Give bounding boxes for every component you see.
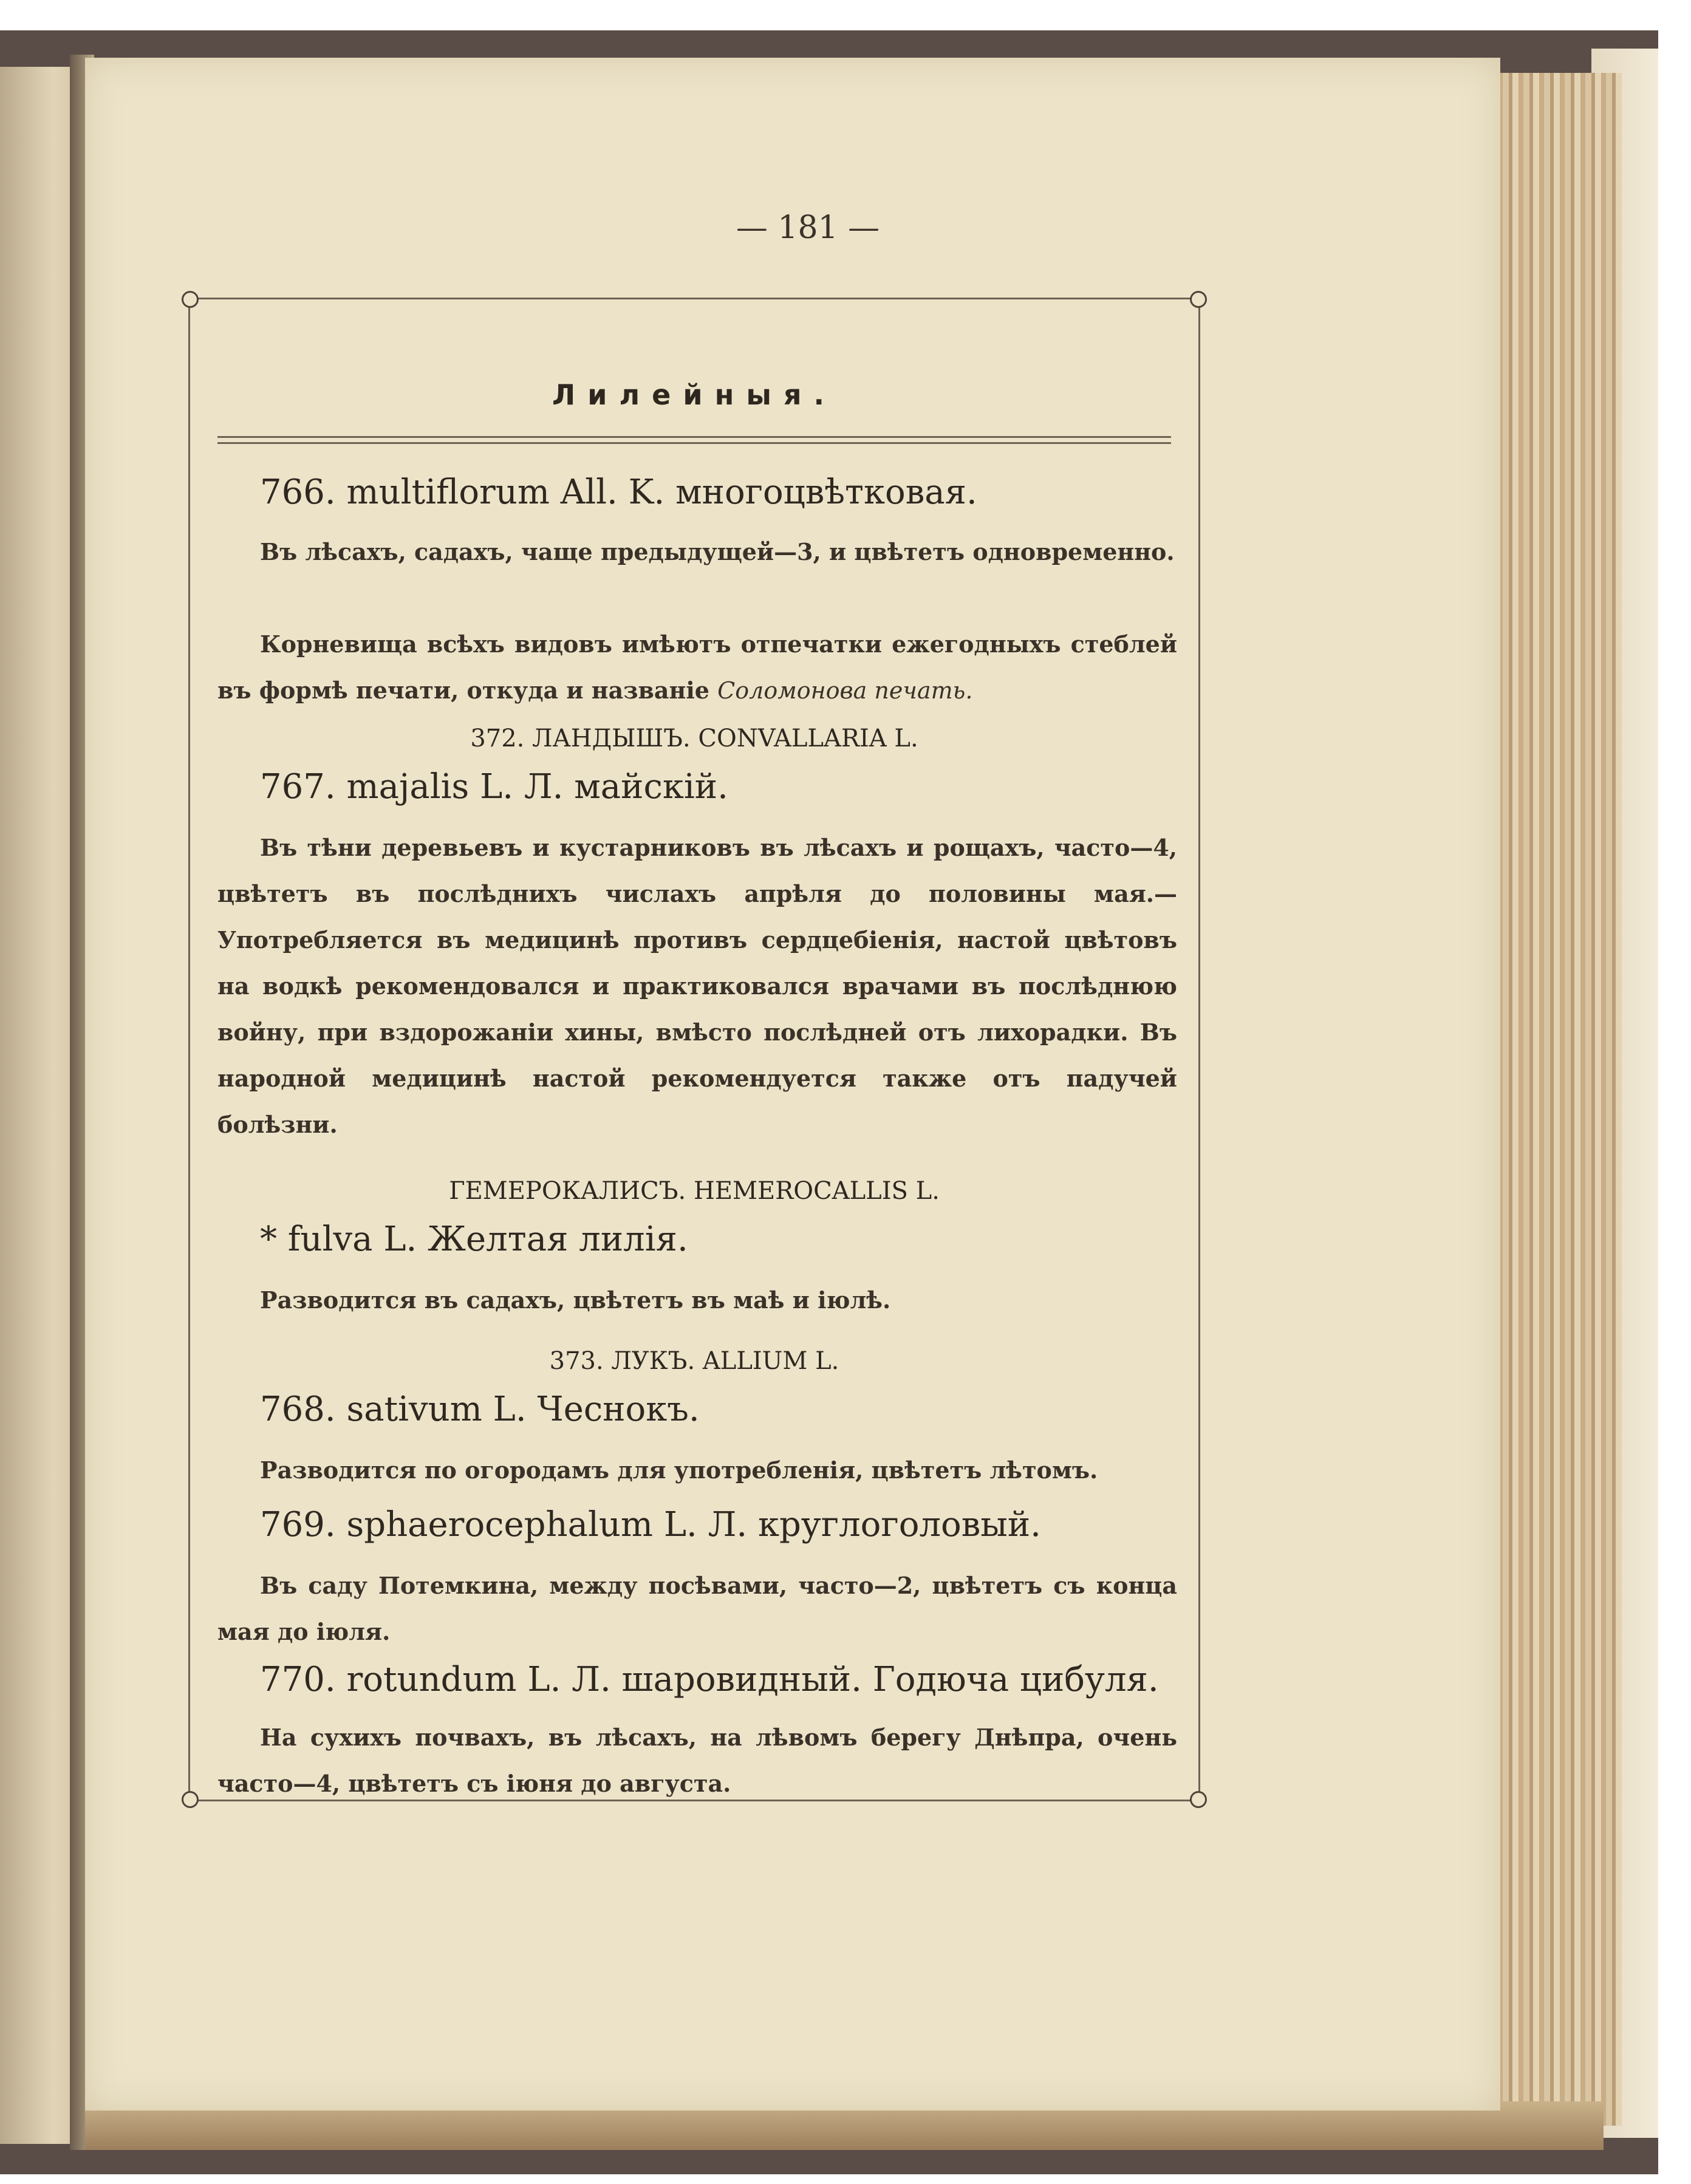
entry-fulva: * fulva L. Желтая лилія.: [260, 1220, 688, 1259]
entry-769: 769. sphaerocephalum L. Л. круглоголовый.: [260, 1505, 1041, 1544]
corner-ornament: [182, 1791, 199, 1808]
divider-rule: [217, 436, 1171, 438]
page-number: — 181 —: [736, 210, 880, 246]
facing-page-edge: [0, 67, 76, 2144]
corner-ornament: [182, 291, 199, 308]
genus-373-heading: 373. ЛУКЪ. ALLIUM L.: [549, 1347, 839, 1375]
corner-ornament: [1190, 1791, 1207, 1808]
entry-766: 766. multiflorum All. K. многоцвѣтковая.: [260, 473, 977, 512]
corner-ornament: [1190, 291, 1207, 308]
paragraph-769: Въ саду Потемкина, между посѣвами, часто—2, цвѣтетъ съ конца мая до іюля.: [217, 1572, 1177, 1645]
text-frame: [188, 298, 1200, 1801]
paragraph-767: Въ тѣни деревьевъ и кустарниковъ въ лѣсахъ и рощахъ, часто—4, цвѣтетъ въ послѣднихъ числахъ апрѣля до половины мая.—Употребляется въ медицинѣ противъ сердцебіенія, настой цвѣтовъ на водкѣ рекомендовался и практиковался врачами въ послѣднюю войну, при вздорожаніи хины, вмѣсто послѣдней отъ лихорадки. Въ народной медицинѣ настой рекомендуется также отъ падучей болѣзни.: [217, 834, 1177, 1138]
paragraph-fulva: Разводится въ садахъ, цвѣтетъ въ маѣ и іюлѣ.: [260, 1286, 891, 1314]
paragraph-768: Разводится по огородамъ для употребленія, цвѣтетъ лѣтомъ.: [260, 1456, 1098, 1484]
entry-767: 767. majalis L. Л. майскій.: [260, 767, 728, 807]
paragraph-rhizome-text: Корневища всѣхъ видовъ имѣютъ отпечатки ежегодныхъ стеблей въ формѣ печати, откуда и названіе: [217, 630, 1177, 704]
stacked-page-edges: [1482, 73, 1622, 2126]
entry-768: 768. sativum L. Чеснокъ.: [260, 1390, 700, 1429]
entry-770: 770. rotundum L. Л. шаровидный. Годюча цибуля.: [260, 1660, 1159, 1699]
section-heading: Лилейныя.: [552, 378, 836, 411]
paragraph-rhizome-italic: Соломонова печать.: [717, 677, 973, 704]
genus-hemerocallis-heading: ГЕМЕРОКАЛИСЪ. HEMEROCALLIS L.: [449, 1177, 940, 1205]
paragraph-766: Въ лѣсахъ, садахъ, чаще предыдущей—3, и цвѣтетъ одновременно.: [260, 538, 1175, 565]
divider-rule: [217, 442, 1171, 444]
paragraph-rhizome: [217, 621, 1177, 714]
paragraph-770: На сухихъ почвахъ, въ лѣсахъ, на лѣвомъ берегу Днѣпра, очень часто—4, цвѣтетъ съ іюня до августа.: [217, 1724, 1177, 1797]
book-page: [85, 58, 1500, 2111]
genus-372-heading: 372. ЛАНДЫШЪ. CONVALLARIA L.: [470, 725, 918, 752]
